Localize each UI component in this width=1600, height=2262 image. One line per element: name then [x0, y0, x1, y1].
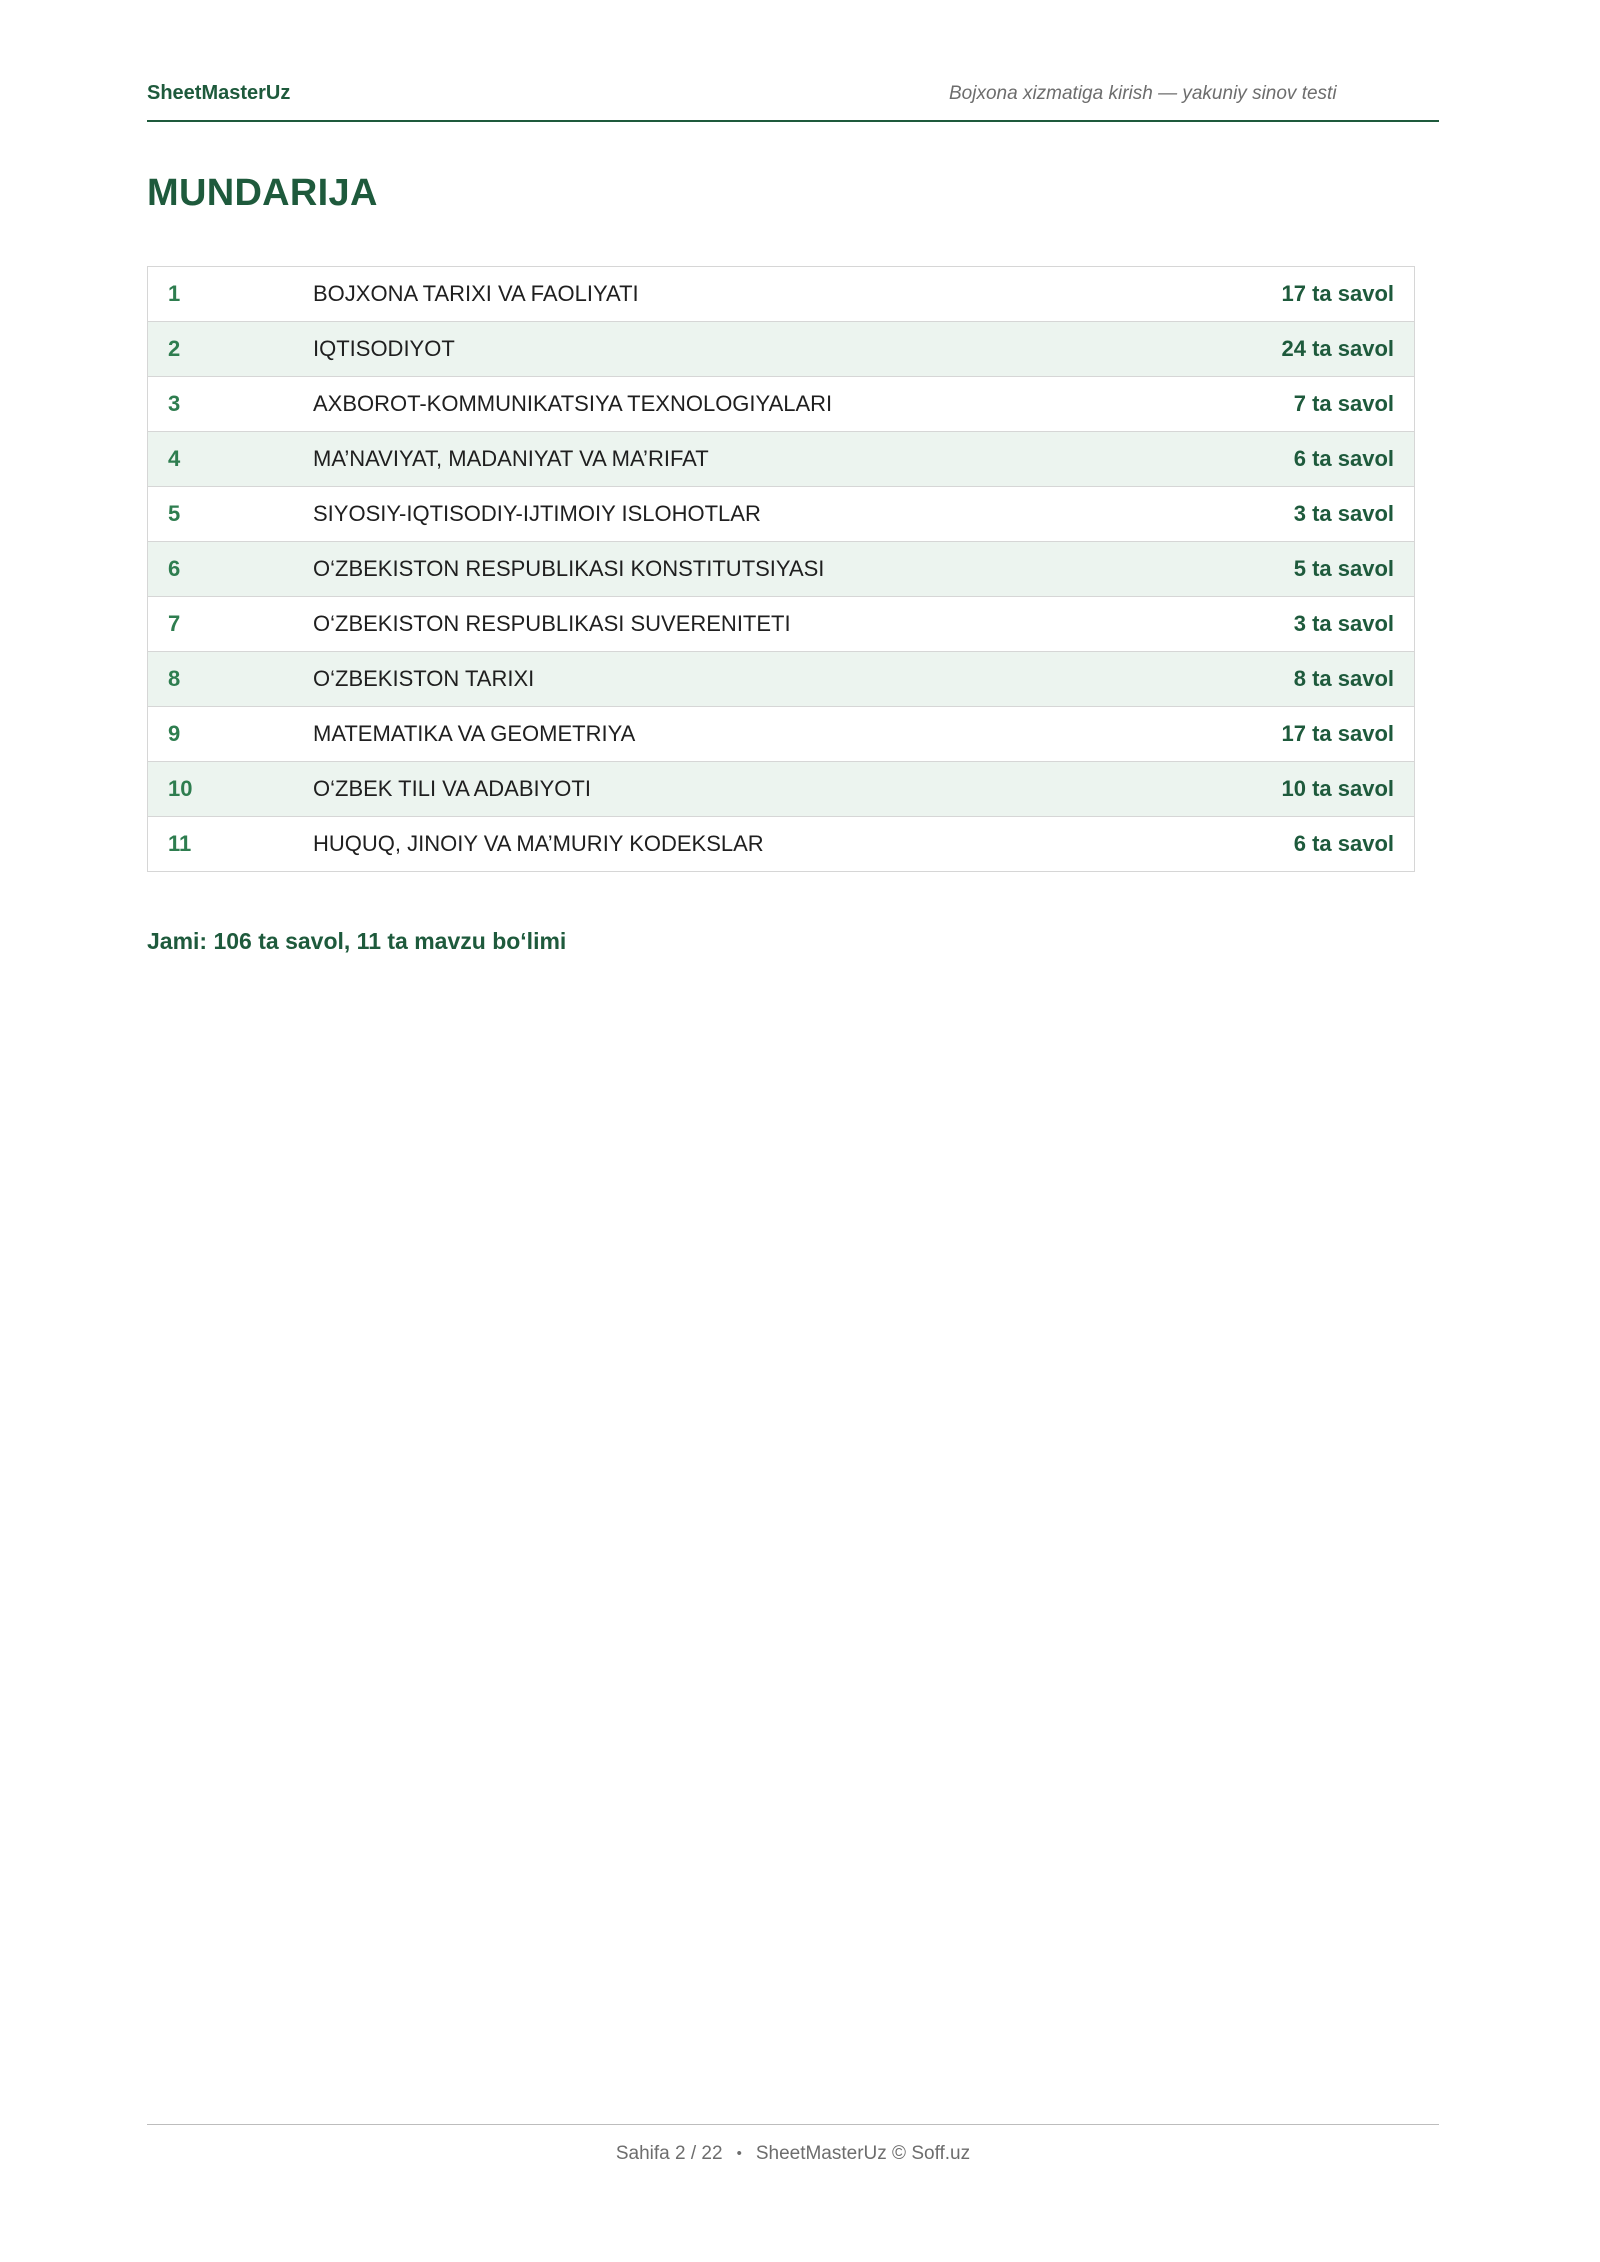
- toc-row-topic: HUQUQ, JINOIY VA MA’MURIY KODEKSLAR: [313, 831, 764, 856]
- toc-row-topic: MA’NAVIYAT, MADANIYAT VA MA’RIFAT: [313, 446, 709, 471]
- toc-row: [148, 651, 1414, 706]
- page-header: [147, 80, 1439, 122]
- toc-row: [148, 541, 1414, 596]
- toc-summary: Jami: 106 ta savol, 11 ta mavzu bo‘limi: [147, 928, 567, 954]
- toc-row-number: 9: [168, 721, 181, 746]
- toc-row-number: 7: [168, 611, 181, 636]
- toc-row: [148, 706, 1414, 761]
- toc-row-count: 7 ta savol: [1293, 391, 1394, 416]
- toc-row: [148, 816, 1414, 871]
- toc-row-number: 4: [168, 446, 181, 471]
- page-number: Sahifa 2 / 22: [615, 2143, 723, 2164]
- toc-row-count: 3 ta savol: [1293, 501, 1394, 526]
- toc-row-topic: SIYOSIY-IQTISODIY-IJTIMOIY ISLOHOTLAR: [313, 501, 761, 526]
- toc-row-number: 6: [168, 556, 181, 581]
- footer-credit: SheetMasterUz © Soff.uz: [755, 2143, 971, 2164]
- toc-row: [148, 431, 1414, 486]
- toc-title: MUNDARIJA: [147, 172, 378, 214]
- toc-row-count: 10 ta savol: [1281, 776, 1394, 801]
- toc-row-number: 8: [168, 666, 181, 691]
- toc-row-topic: O‘ZBEKISTON TARIXI: [313, 666, 535, 691]
- toc-row-count: 17 ta savol: [1281, 281, 1394, 306]
- toc-row-topic: IQTISODIYOT: [313, 336, 455, 361]
- toc-row: [148, 486, 1414, 541]
- document-subtitle: Bojxona xizmatiga kirish — yakuniy sinov testi: [949, 83, 1337, 104]
- toc-row-count: 24 ta savol: [1281, 336, 1394, 361]
- toc-row-count: 5 ta savol: [1293, 556, 1394, 581]
- toc-row-number: 10: [168, 776, 193, 801]
- toc-row-topic: O‘ZBEKISTON RESPUBLIKASI SUVERENITETI: [313, 611, 791, 636]
- toc-row-number: 2: [168, 336, 181, 361]
- footer-separator: •: [736, 2145, 742, 2162]
- toc-row-number: 3: [168, 391, 181, 416]
- page-footer: [147, 2124, 1439, 2175]
- toc-row-number: 11: [168, 831, 192, 856]
- toc-row: [148, 596, 1414, 651]
- toc-row-number: 1: [168, 281, 181, 306]
- toc-row: [148, 321, 1414, 376]
- toc-row-topic: MATEMATIKA VA GEOMETRIYA: [313, 721, 636, 746]
- footer-text: [147, 2143, 1439, 2165]
- toc-row-topic: O‘ZBEK TILI VA ADABIYOTI: [313, 776, 591, 801]
- toc-row-count: 17 ta savol: [1281, 721, 1394, 746]
- toc-row-topic: O‘ZBEKISTON RESPUBLIKASI KONSTITUTSIYASI: [313, 556, 825, 581]
- toc-table: [147, 266, 1415, 872]
- toc-row: [148, 267, 1414, 321]
- toc-row-topic: AXBOROT-KOMMUNIKATSIYA TEXNOLOGIYALARI: [313, 391, 833, 416]
- toc-row-count: 6 ta savol: [1293, 446, 1394, 471]
- toc-row-count: 6 ta savol: [1293, 831, 1394, 856]
- toc-row: [148, 376, 1414, 431]
- toc-row-count: 8 ta savol: [1293, 666, 1394, 691]
- toc-row-number: 5: [168, 501, 181, 526]
- toc-row-count: 3 ta savol: [1293, 611, 1394, 636]
- toc-row: [148, 761, 1414, 816]
- brand-name: SheetMasterUz: [147, 82, 291, 104]
- toc-row-topic: BOJXONA TARIXI VA FAOLIYATI: [313, 281, 639, 306]
